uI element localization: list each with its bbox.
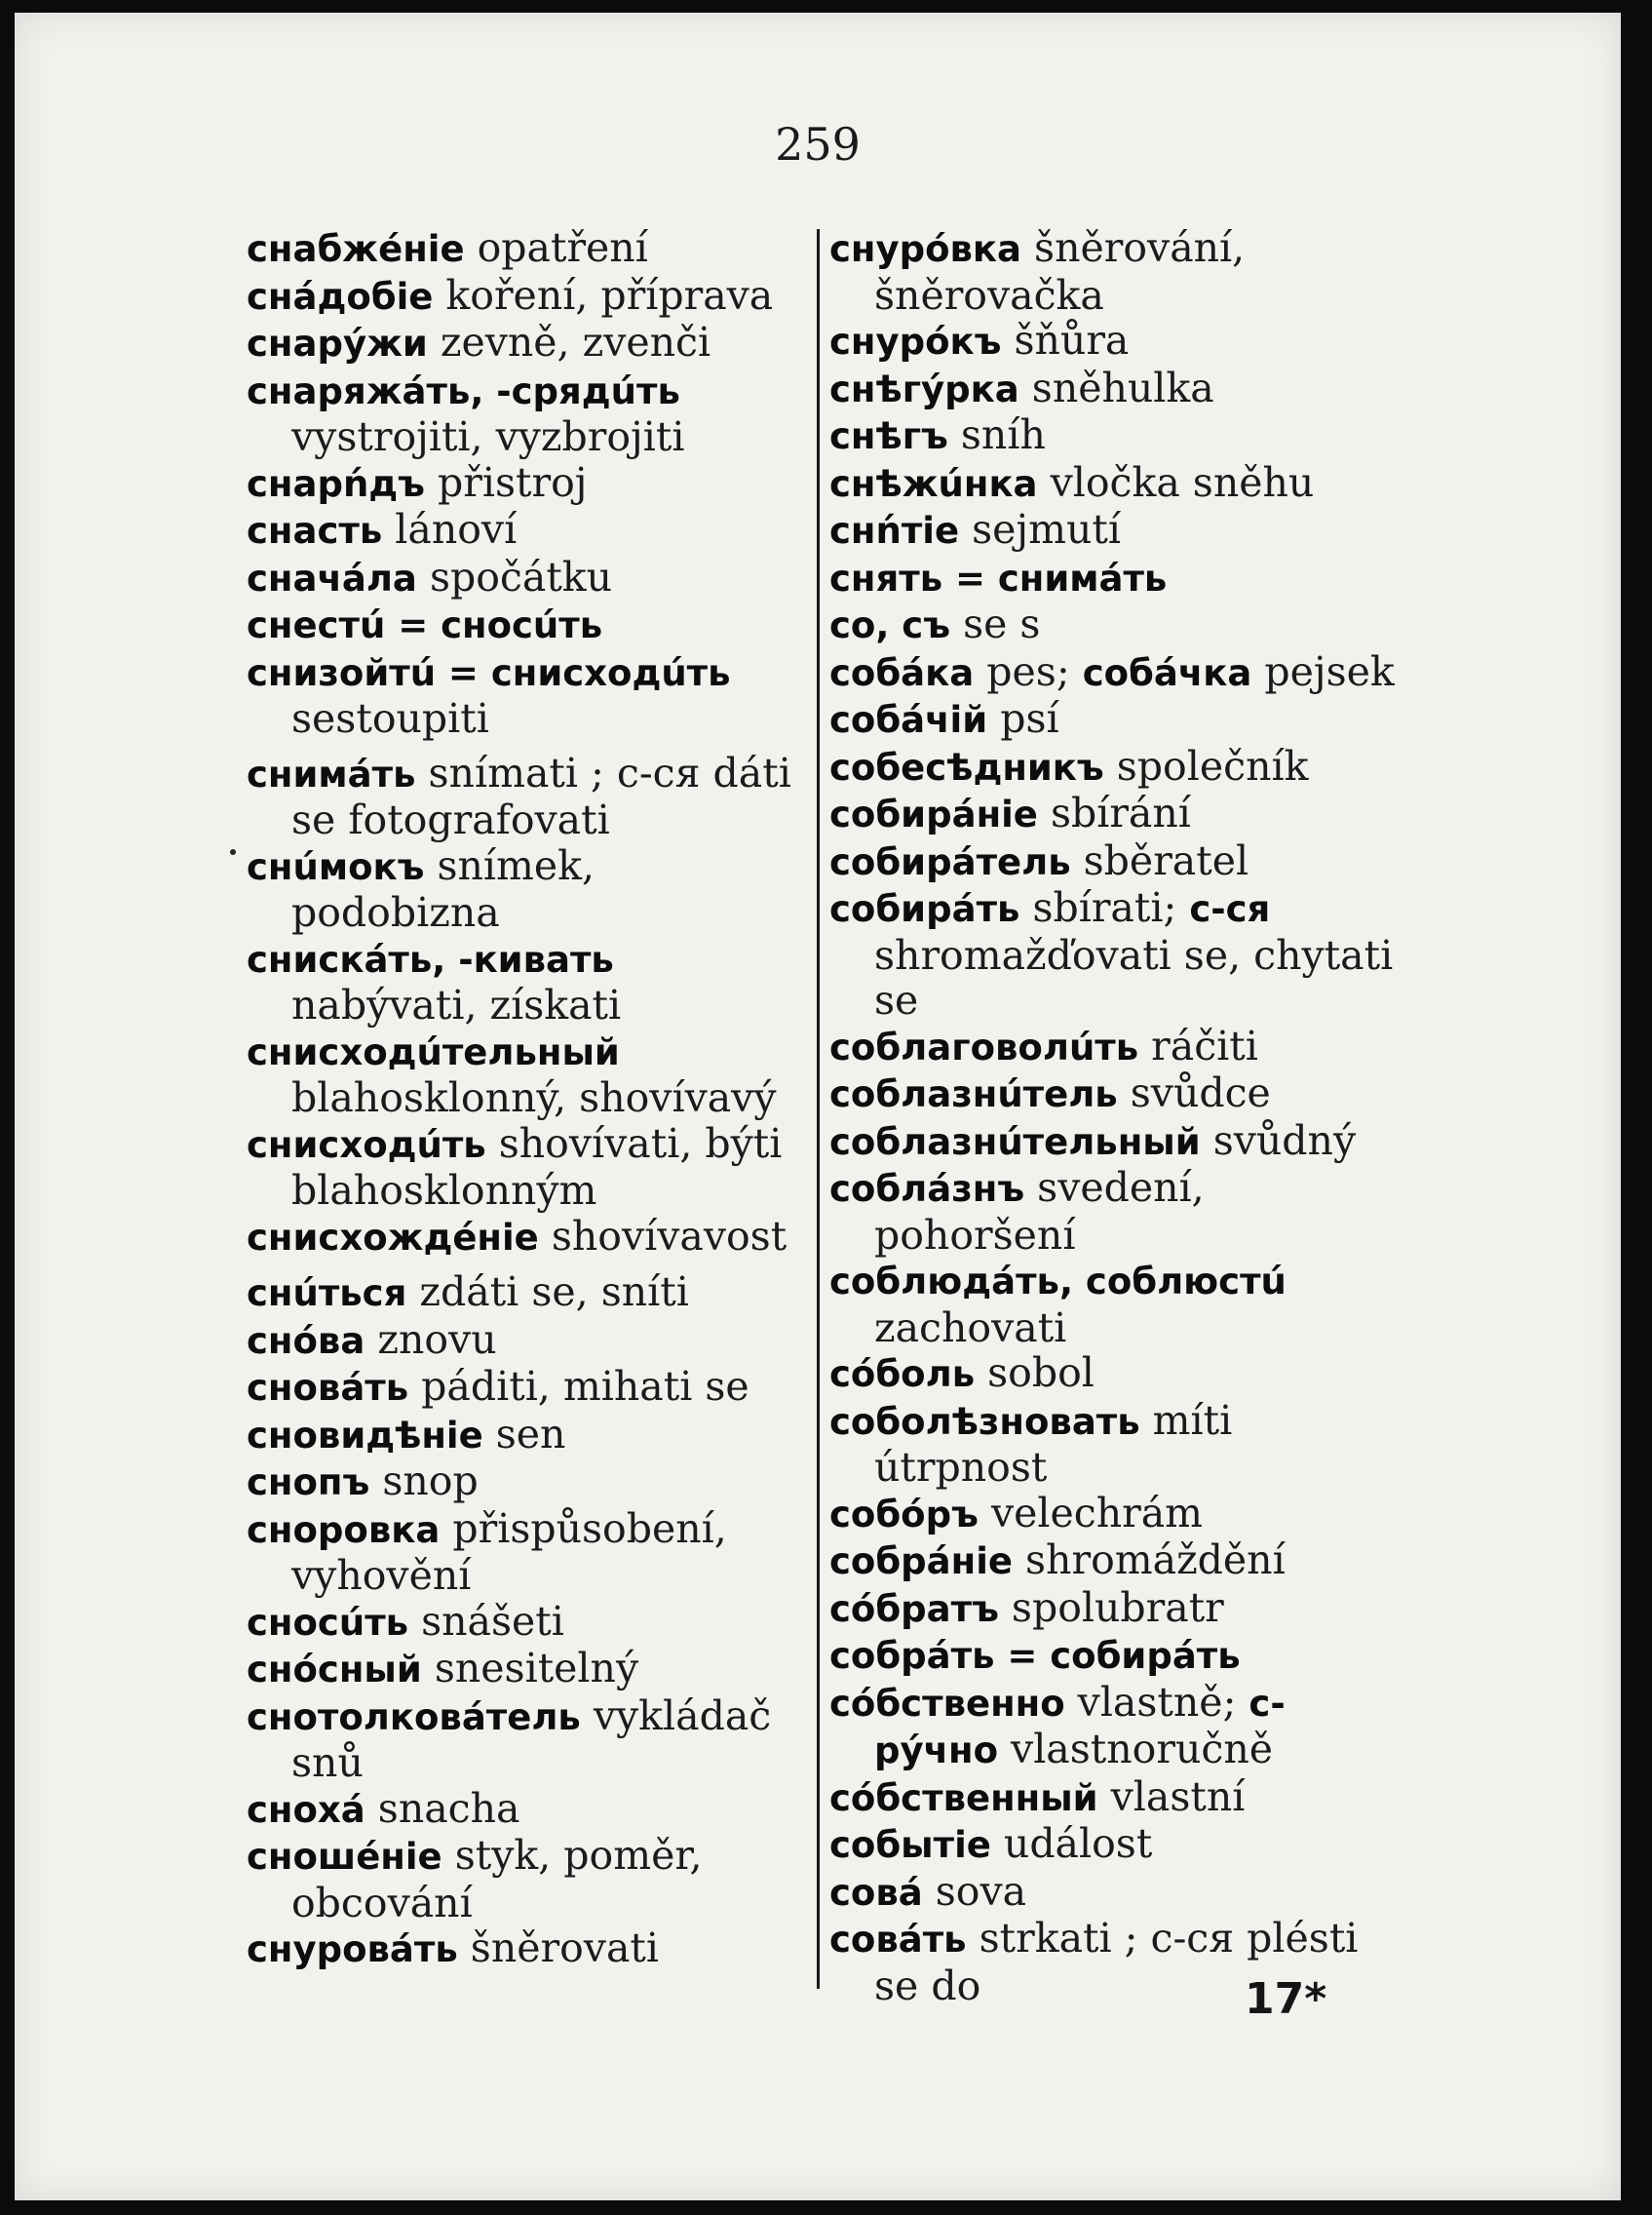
headword: снурóкъ <box>829 321 1002 363</box>
headword: сноxá <box>247 1788 365 1831</box>
headword: со, съ <box>829 604 951 646</box>
dictionary-entry <box>247 1121 802 1214</box>
headword: собирáть <box>829 888 1020 930</box>
dictionary-entry <box>247 751 802 843</box>
definition: vločka sněhu <box>1037 458 1315 506</box>
dictionary-entry <box>247 1458 802 1506</box>
headword: собесѣдникъ <box>829 746 1104 789</box>
page-number: 259 <box>775 118 861 171</box>
definition: koření, příprava <box>433 271 774 319</box>
definition: šňůra <box>1001 317 1130 364</box>
definition: snop <box>369 1457 479 1504</box>
dictionary-entry <box>247 460 802 508</box>
dictionary-entry <box>247 649 802 742</box>
headword: снаряжáть, -срядúть <box>247 369 680 412</box>
definition: shovívati, býti blahosklonným <box>291 1119 783 1214</box>
dictionary-entry <box>247 1317 802 1365</box>
headword: сóбственный <box>829 1776 1098 1819</box>
dictionary-entry <box>829 1491 1404 1538</box>
headword: соболѣзновать <box>829 1400 1140 1443</box>
definition: snášeti <box>408 1597 564 1645</box>
definition: míti útrpnost <box>874 1396 1233 1491</box>
dictionary-page <box>15 13 1621 2200</box>
definition: blahosklonný, shovívavý <box>291 1074 777 1121</box>
definition: svedení, pohoršení <box>874 1164 1205 1259</box>
definition: snacha <box>365 1784 520 1832</box>
definition: vykládač snů <box>291 1691 772 1786</box>
dictionary-entry <box>829 1869 1404 1917</box>
definition: přispůsobení, vyhovění <box>291 1504 727 1599</box>
dictionary-entry <box>829 649 1404 697</box>
headword: собрáнie <box>829 1540 1013 1582</box>
dictionary-entry <box>247 555 802 602</box>
definition: svůdce <box>1117 1069 1271 1116</box>
dictionary-entry <box>247 1925 802 1973</box>
dictionary-entry <box>247 368 802 460</box>
headword: совáть <box>829 1919 967 1961</box>
headword: снѣгъ <box>829 415 948 457</box>
definition: snímati ; с-ся dáti se fotografovati <box>291 749 791 843</box>
headword: снуровáть <box>247 1928 458 1970</box>
dictionary-entry <box>829 318 1404 366</box>
definition: sestoupiti <box>291 695 489 742</box>
definition: šněrovati <box>457 1924 659 1971</box>
definition: vlastnoručně <box>998 1726 1273 1772</box>
definition: strkati ; с-ся plésti se do <box>874 1915 1359 2009</box>
headword: снабжéнie <box>247 228 465 270</box>
dictionary-entry <box>247 225 802 273</box>
headword: снять = снимáть <box>829 557 1168 600</box>
dictionary-entry <box>829 225 1404 318</box>
dictionary-entry <box>247 1412 802 1459</box>
definition: zevně, zvenči <box>427 319 711 366</box>
headword: сóболь <box>829 1353 976 1395</box>
dictionary-entry <box>829 1537 1404 1585</box>
definition: společník <box>1103 742 1309 790</box>
headword: с-ся <box>1189 888 1271 930</box>
dictionary-entry <box>829 366 1404 413</box>
dictionary-entry <box>829 1398 1404 1491</box>
dictionary-entry <box>247 1214 802 1262</box>
dictionary-entry <box>829 885 1404 1024</box>
dictionary-entry <box>247 843 802 936</box>
dictionary-entry <box>829 838 1404 886</box>
dictionary-entry <box>247 1646 802 1693</box>
headword: сносúть <box>247 1601 409 1644</box>
dictionary-entry <box>247 320 802 368</box>
definition: spolubratr <box>998 1583 1224 1631</box>
dictionary-entry <box>247 273 802 321</box>
dictionary-entry <box>829 1774 1404 1822</box>
signature-mark: 17* <box>1245 1974 1327 2024</box>
headword: снáдобie <box>247 275 434 318</box>
headword: снизойтú = снисходúть <box>247 651 731 694</box>
headword: снимáть <box>247 753 416 796</box>
headword: снúться <box>247 1272 407 1314</box>
dictionary-entry <box>829 696 1404 744</box>
definition: sejmutí <box>959 506 1121 553</box>
headword: снóва <box>247 1319 365 1362</box>
headword: собрáть = собирáть <box>829 1635 1241 1677</box>
headword: сóбственно <box>829 1682 1065 1725</box>
right-column <box>829 225 1404 2008</box>
headword: сначáла <box>247 557 417 600</box>
definition: opatření <box>464 224 648 271</box>
headword: снасть <box>247 510 383 552</box>
definition: sbírati; <box>1019 884 1190 931</box>
headword: снестú = сносúть <box>247 604 603 646</box>
headword: совá <box>829 1871 923 1914</box>
dictionary-entry <box>247 507 802 555</box>
dictionary-entry <box>247 1599 802 1647</box>
dictionary-entry <box>829 1585 1404 1633</box>
definition: vystrojiti, vyzbrojiti <box>291 413 685 460</box>
headword: снńтie <box>829 510 960 552</box>
headword: снурóвка <box>829 228 1022 270</box>
dictionary-entry <box>829 1024 1404 1071</box>
definition: snesitelný <box>421 1645 639 1691</box>
dictionary-entry <box>247 1693 802 1786</box>
dictionary-entry <box>247 936 802 1029</box>
definition: snímek, podobizna <box>291 841 595 936</box>
headword: собирáнie <box>829 794 1038 835</box>
dictionary-entry <box>829 602 1404 649</box>
definition: znovu <box>365 1315 497 1363</box>
definition: sněhulka <box>1018 364 1214 411</box>
dictionary-entry <box>247 1786 802 1834</box>
headword: соблазнúтель <box>829 1073 1118 1115</box>
definition: shromažďovati se, chytati se <box>874 931 1394 1024</box>
dictionary-entry <box>829 1680 1404 1774</box>
dictionary-entry <box>247 1506 802 1599</box>
headword: соблюдáть, соблюстú <box>829 1261 1287 1302</box>
definition: shromáždění <box>1012 1536 1286 1583</box>
headword: снóсный <box>247 1649 422 1690</box>
definition: zachovati <box>874 1303 1067 1351</box>
definition: sbírání <box>1037 790 1191 836</box>
headword: снискáть, -кивать <box>247 938 614 981</box>
definition: sen <box>482 1410 566 1457</box>
headword: сновáть <box>247 1367 409 1409</box>
headword: сновидѣнie <box>247 1414 483 1457</box>
definition: se s <box>950 601 1041 647</box>
headword: собáчiй <box>829 699 988 741</box>
dictionary-entry <box>829 507 1404 555</box>
definition: styk, poměr, obcování <box>291 1832 703 1926</box>
definition: svůdný <box>1200 1116 1357 1164</box>
headword: снисхождéнie <box>247 1216 539 1259</box>
definition: sobol <box>975 1349 1095 1396</box>
dictionary-entry <box>829 1118 1404 1166</box>
headword: сóбратъ <box>829 1587 999 1630</box>
dictionary-entry <box>829 1632 1404 1680</box>
column-divider <box>817 229 820 1989</box>
dictionary-entry <box>829 791 1404 838</box>
headword: соблáзнъ <box>829 1168 1025 1210</box>
definition: sova <box>922 1867 1027 1915</box>
headword: снарýжи <box>247 323 428 365</box>
dictionary-entry <box>829 1821 1404 1869</box>
definition: vlastně; <box>1064 1678 1249 1726</box>
headword: снисходúть <box>247 1123 486 1166</box>
dictionary-entry <box>829 1258 1404 1350</box>
dictionary-entry <box>829 555 1404 602</box>
dictionary-entry <box>829 1350 1404 1398</box>
definition: ráčiti <box>1138 1022 1258 1069</box>
dictionary-entry <box>829 460 1404 508</box>
definition: lánoví <box>382 506 518 553</box>
headword: снúмокъ <box>247 845 425 888</box>
headword: снисходúтельный <box>247 1030 620 1073</box>
definition: sběratel <box>1070 836 1249 884</box>
dictionary-entry <box>247 602 802 649</box>
headword: сношéнie <box>247 1836 442 1878</box>
headword: соблазнúтельный <box>829 1120 1201 1163</box>
definition: sníh <box>947 411 1046 458</box>
dictionary-entry <box>247 1833 802 1925</box>
headword: собóръ <box>829 1493 979 1535</box>
definition: velechrám <box>978 1489 1204 1536</box>
definition: psí <box>987 695 1059 742</box>
definition: shovívavost <box>538 1212 788 1260</box>
definition: pes; <box>974 647 1083 695</box>
stray-ink-dot <box>230 849 236 855</box>
left-column <box>247 225 802 1973</box>
definition: zdáti se, sníti <box>406 1268 689 1315</box>
headword: сноровка <box>247 1508 441 1551</box>
definition: šněrování, šněrovačka <box>874 224 1246 319</box>
headword: снотолковáтель <box>247 1695 581 1738</box>
headword: событie <box>829 1824 991 1866</box>
headword: снѣгýрка <box>829 368 1019 410</box>
dictionary-entry <box>247 1029 802 1121</box>
headword: собирáтель <box>829 840 1071 883</box>
definition: páditi, mihati se <box>408 1363 749 1410</box>
definition: vlastní <box>1097 1772 1246 1820</box>
dictionary-entry <box>829 412 1404 460</box>
headword: снопъ <box>247 1461 370 1503</box>
dictionary-entry <box>829 744 1404 792</box>
definition: spočátku <box>416 553 613 601</box>
definition: přistroj <box>424 458 588 506</box>
dictionary-entry <box>829 1165 1404 1258</box>
headword: соблаговолúть <box>829 1026 1139 1069</box>
definition: událost <box>990 1820 1153 1867</box>
dictionary-entry <box>829 1070 1404 1118</box>
dictionary-entry <box>247 1269 802 1317</box>
headword: с-рýчно <box>874 1682 1286 1771</box>
headword: снарńдъ <box>247 462 425 505</box>
headword: собáчка <box>1082 651 1252 694</box>
headword: собáка <box>829 651 975 694</box>
definition: nabývati, získati <box>291 982 622 1029</box>
definition: pejsek <box>1251 647 1395 695</box>
headword: снѣжúнка <box>829 462 1038 505</box>
dictionary-entry <box>247 1364 802 1412</box>
